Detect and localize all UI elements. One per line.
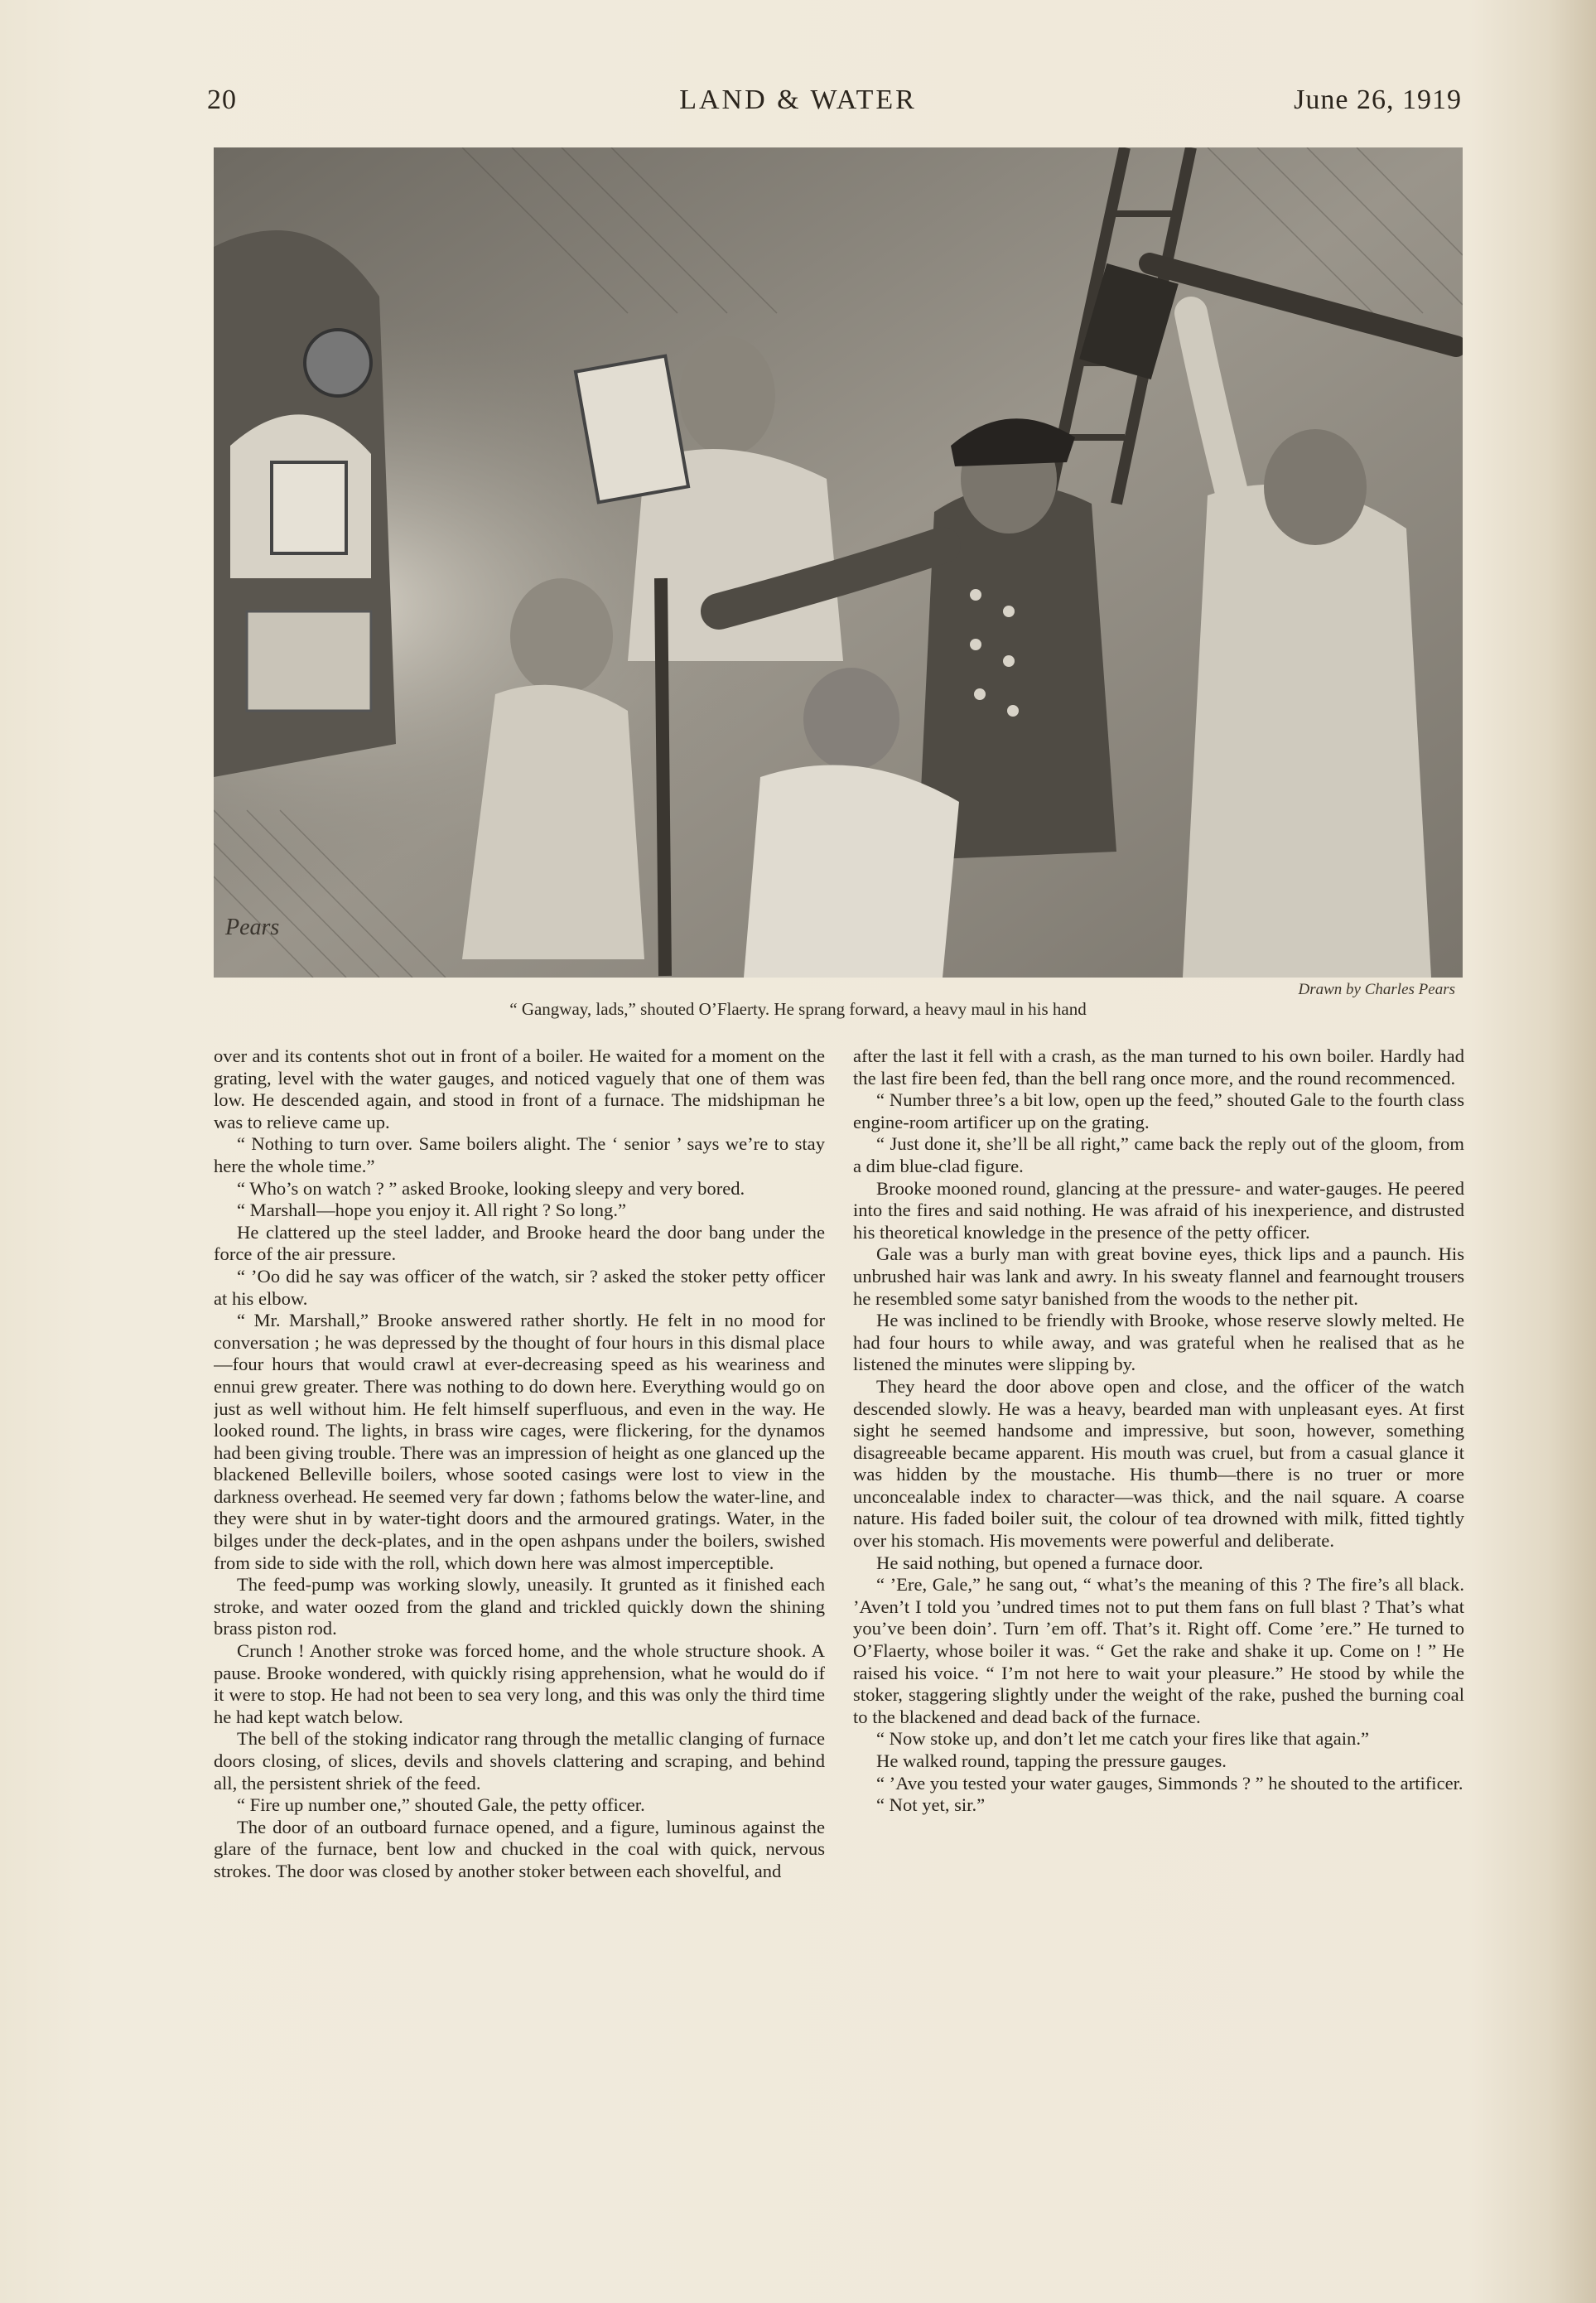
- masthead: LAND & WATER: [679, 84, 917, 115]
- text-column-left: [214, 1045, 825, 2122]
- paragraph: The door of an outboard furnace opened, and a figure, luminous against the glare of the furnace, bent low and chucked in the coal with quick, nervous strokes. The door was closed by another stoker between each shovelful, and: [214, 1816, 825, 1881]
- issue-date: June 26, 1919: [1294, 84, 1462, 115]
- paragraph: “ Now stoke up, and don’t let me catch your fires like that again.”: [876, 1728, 1369, 1750]
- paragraph: “ Fire up number one,” shouted Gale, the petty officer.: [237, 1794, 645, 1816]
- paragraph: “ ’Ere, Gale,” he sang out, “ what’s the meaning of this ? The fire’s all black. ’Aven’t I told you ’undred times not to put them fans on full blast ? That’s what you’ve been doin’. Turn ’em off. That’s it. Right off. Come ’ere.” He turned to O’Flaerty, whose boiler it was. “ Get the rake and shake it up. Come on ! ” He raised his voice. “ I’m not here to wait your pleasure.” He stood by while the stoker, staggering slightly under the weight of the rake, pushed the burning coal to the blackened and dead back of the furnace.: [853, 1574, 1464, 1727]
- paragraph: “ Mr. Marshall,” Brooke answered rather shortly. He felt in no mood for conversation ; he was depressed by the thought of four hours in this dismal place—four hours that would crawl at ever-decreasing speed as his weariness and ennui grew greater. There was nothing to do down here. Everything would go on just as well without him. He felt himself superfluous, and even in the way. He looked round. The lights, in brass wire cages, were flickering, for the dynamos had been giving trouble. There was an impression of height as one glanced up the blackened Belleville boilers, whose sooted casings were lost to view in the darkness overhead. He seemed very far down ; fathoms below the water-line, and they were shut in by water-tight doors and the armoured gratings. Water, in the bilges under the deck-plates, and in the open ashpans under the boilers, swished from side to side with the roll, which down here was almost imperceptible.: [214, 1310, 825, 1573]
- paragraph: “ Nothing to turn over. Same boilers alight. The ‘ senior ’ says we’re to stay here the whole time.”: [214, 1133, 825, 1176]
- paragraph: The feed-pump was working slowly, uneasily. It grunted as it finished each stroke, and water oozed from the gland and trickled quickly down the shining brass piston rod.: [214, 1574, 825, 1639]
- page-number: 20: [207, 84, 237, 115]
- paragraph: He walked round, tapping the pressure gauges.: [876, 1750, 1227, 1771]
- paragraph: over and its contents shot out in front of a boiler. He waited for a moment on the grating, level with the water gauges, and noticed vaguely that one of them was low. He descended again, and stood in front of a furnace. The midshipman he was to relieve came up.: [214, 1045, 825, 1132]
- artist-signature: Pears: [225, 915, 280, 940]
- illustration-caption: “ Gangway, lads,” shouted O’Flaerty. He sprang forward, a heavy maul in his hand: [509, 999, 1087, 1019]
- paragraph: “ Who’s on watch ? ” asked Brooke, looking sleepy and very bored.: [237, 1177, 745, 1199]
- paragraph: Brooke mooned round, glancing at the pressure- and water-gauges. He peered into the fires and said nothing. He was afraid of his inexperience, and distrusted his theoretical knowledge in the presence of the petty officer.: [853, 1177, 1464, 1243]
- text-column-right: [853, 1045, 1464, 2122]
- paragraph: He clattered up the steel ladder, and Brooke heard the door bang under the force of the air pressure.: [214, 1221, 825, 1265]
- paragraph: “ ’Ave you tested your water gauges, Simmonds ? ” he shouted to the artificer.: [876, 1772, 1463, 1794]
- paragraph: He said nothing, but opened a furnace door.: [876, 1552, 1203, 1573]
- paragraph: “ Not yet, sir.”: [876, 1794, 986, 1816]
- illustration-credit: Drawn by Charles Pears: [1298, 981, 1455, 998]
- paragraph: He was inclined to be friendly with Brooke, whose reserve slowly melted. He had four hours to while away, and was grateful when he realised that as he listened the minutes were slipping by.: [853, 1310, 1464, 1375]
- illustration: [214, 147, 1463, 978]
- paragraph: Crunch ! Another stroke was forced home, and the whole structure shook. A pause. Brooke wondered, with quickly rising apprehension, what he would do if it were to stop. He had not been to sea very long, and this was only the third time he had kept watch below.: [214, 1640, 825, 1727]
- paragraph: The bell of the stoking indicator rang through the metallic clanging of furnace doors closing, of slices, devils and shovels clattering and scraping, and behind all, the persistent shriek of the feed.: [214, 1728, 825, 1794]
- paragraph: “ Marshall—hope you enjoy it. All right ? So long.”: [237, 1200, 627, 1221]
- paragraph: after the last it fell with a crash, as the man turned to his own boiler. Hardly had the last fire been fed, than the bell rang once more, and the round recommenced.: [853, 1045, 1464, 1089]
- paragraph: “ Just done it, she’ll be all right,” came back the reply out of the gloom, from a dim blue-clad figure.: [853, 1133, 1464, 1176]
- boiler-room-drawing: [214, 147, 1463, 978]
- paragraph: “ ’Oo did he say was officer of the watch, sir ? asked the stoker petty officer at his elbow.: [214, 1265, 825, 1309]
- paragraph: “ Number three’s a bit low, open up the feed,” shouted Gale to the fourth class engine-room artificer up on the grating.: [853, 1089, 1464, 1132]
- paragraph: Gale was a burly man with great bovine eyes, thick lips and a paunch. His unbrushed hair was lank and awry. In his sweaty flannel and fearnought trousers he resembled some satyr banished from the woods to the nether pit.: [853, 1243, 1464, 1309]
- paragraph: They heard the door above open and close, and the officer of the watch descended slowly. He was a heavy, bearded man with unpleasant eyes. At first sight he seemed handsome and impressive, but soon, however, something disagreeable became apparent. His mouth was cruel, but from a casual glance it was hidden by the moustache. His thumb—there is no truer or more unconcealable index to character—was thick, and the nail square. A coarse nature. His faded boiler suit, the colour of tea drowned with milk, fitted tightly over his stomach. His movements were powerful and deliberate.: [853, 1375, 1464, 1552]
